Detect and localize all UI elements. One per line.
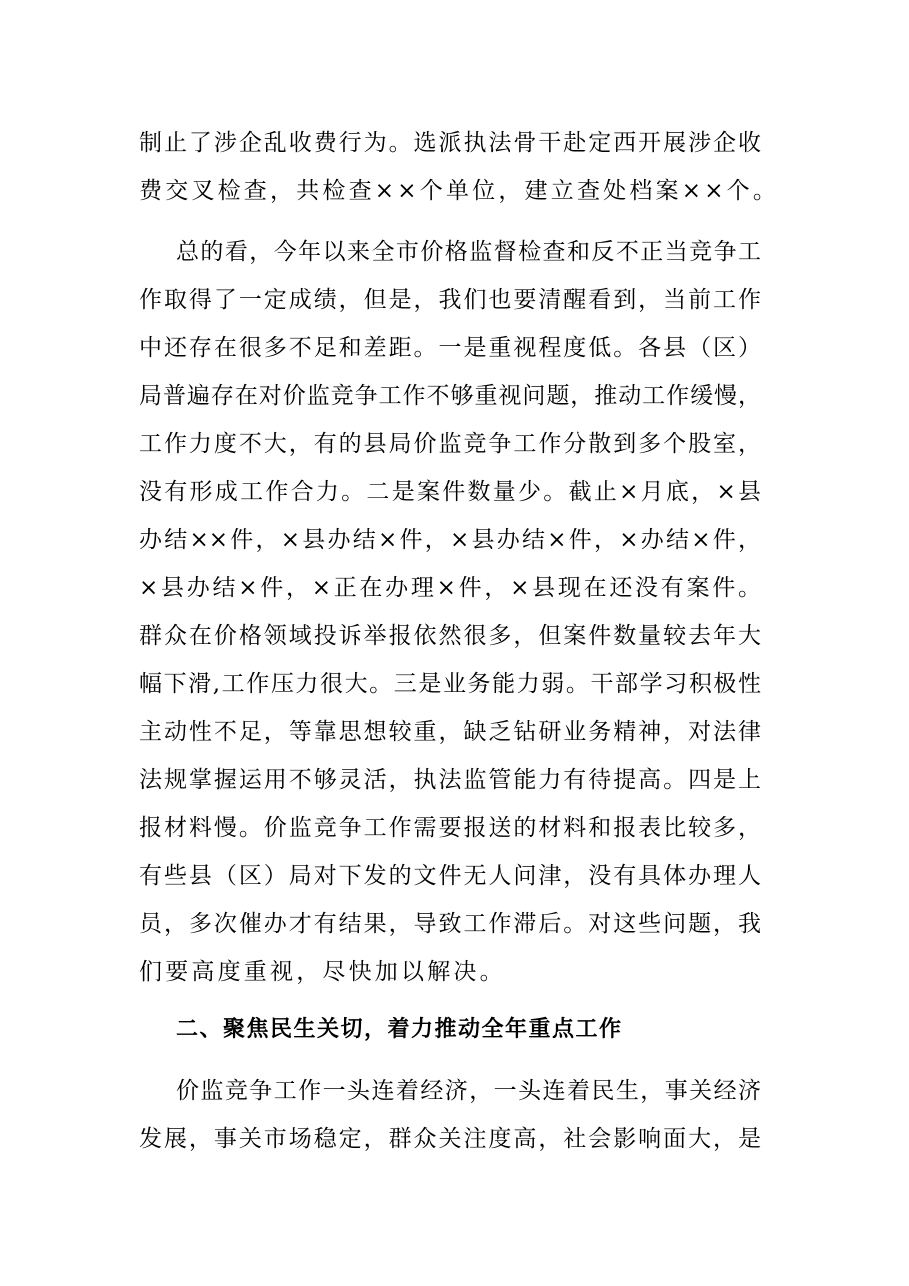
body-line-8: 没有形成工作合力。二是案件数量少。截止×月底，×县 (139, 479, 761, 505)
body-line-20: 发展，事关市场稳定，群众关注度高，社会影响面大，是 (139, 1126, 761, 1152)
body-line-1: 制止了涉企乱收费行为。选派执法骨干赴定西开展涉企收 (139, 130, 761, 156)
body-line-2: 费交叉检查，共检查××个单位，建立查处档案××个。 (139, 178, 780, 204)
body-line-7: 工作力度不大，有的县局价监竞争工作分散到多个股室， (139, 431, 761, 457)
body-line-6: 局普遍存在对价监竞争工作不够重视问题，推动工作缓慢， (139, 383, 761, 409)
body-line-14: 法规掌握运用不够灵活，执法监管能力有待提高。四是上 (139, 767, 761, 793)
body-line-3: 总的看，今年以来全市价格监督检查和反不正当竞争工 (176, 239, 761, 265)
body-line-12: 幅下滑,工作压力很大。三是业务能力弱。干部学习积极性 (139, 671, 761, 697)
body-line-11: 群众在价格领域投诉举报依然很多，但案件数量较去年大 (139, 623, 761, 649)
body-line-15: 报材料慢。价监竞争工作需要报送的材料和报表比较多， (139, 815, 761, 841)
section-heading: 二、聚焦民生关切，着力推动全年重点工作 (176, 1017, 623, 1042)
body-line-17: 员，多次催办才有结果，导致工作滞后。对这些问题，我 (139, 911, 761, 937)
body-line-10: ×县办结×件，×正在办理×件，×县现在还没有案件。 (139, 575, 761, 601)
body-line-18: 们要高度重视，尽快加以解决。 (139, 959, 506, 985)
body-line-16: 有些县（区）局对下发的文件无人问津，没有具体办理人 (139, 863, 761, 889)
body-line-13: 主动性不足，等靠思想较重，缺乏钻研业务精神，对法律 (139, 719, 761, 745)
body-line-4: 作取得了一定成绩，但是，我们也要清醒看到，当前工作 (139, 287, 761, 313)
body-line-9: 办结××件，×县办结×件，×县办结×件，×办结×件， (139, 527, 761, 553)
body-line-19: 价监竞争工作一头连着经济，一头连着民生，事关经济 (176, 1078, 761, 1104)
body-line-5: 中还存在很多不足和差距。一是重视程度低。各县（区） (139, 335, 761, 361)
